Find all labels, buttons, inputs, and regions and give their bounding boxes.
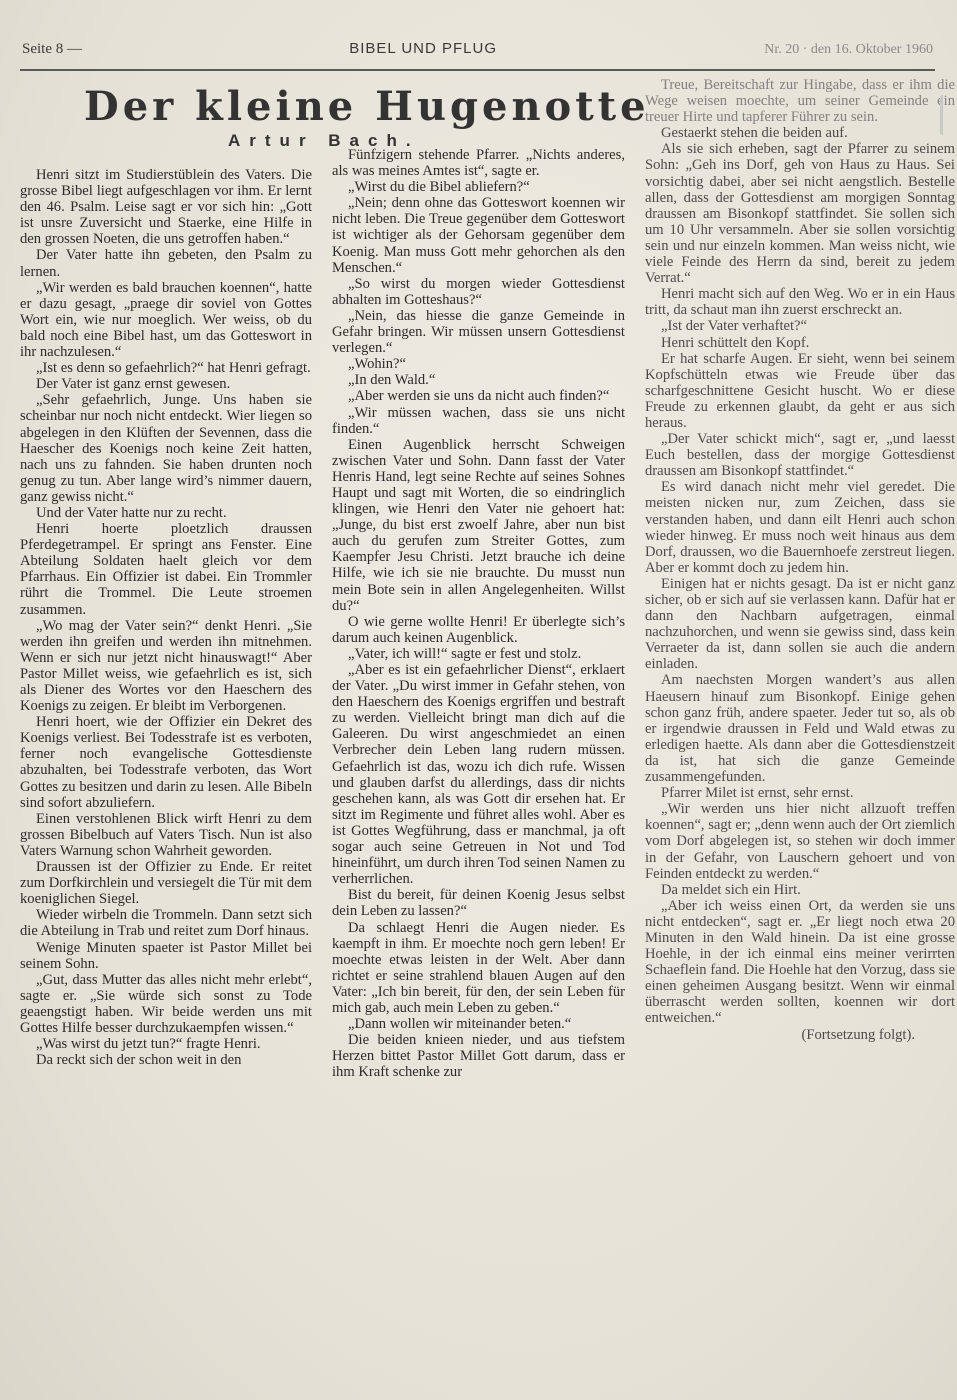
newspaper-name: BIBEL UND PFLUG [349,40,498,57]
page-header [20,30,935,66]
article-author: Artur Bach. [228,131,420,150]
paragraph: Da meldet sich ein Hirt. [661,881,801,898]
paragraph: Henri sitzt im Studierstüblein des Vaters. Die grosse Bibel liegt aufgeschlagen vor ihm. Er lernt den 46. Psalm. Leise sagt er vor sich hin: „Gott ist unsre Zuversicht und Staerke, eine Hilfe in den grossen Noeten, die uns getroffen haben.“ [20,167,312,248]
column-3-text [645,77,955,1043]
paragraph: Da reckt sich der schon weit in den [36,1052,242,1069]
paragraph: „Aber ich weiss einen Ort, da werden sie uns nicht entdecken“, sagt er. „Er liegt noch etwa 20 Minuten in den Wald hinein. Da ist eine grosse Hoehle, in der ich einmal eins meiner verirrten Schaeflein fand. Die Hoehle hat den Vorzug, dass sie einen geheimen Ausgang besitzt. Wenn wir einmal überrascht werden sollten, koennen wir dort entweichen.“ [645,897,955,1027]
paragraph: Henri hoert, wie der Offizier ein Dekret des Koenigs verliest. Bei Todesstrafe ist es verboten, ferner noch evangelische Gottesdienste abzuhalten, bei Todesstrafe verboten, das Wort Gottes zu besitzen und darin zu lesen. Alle Bibeln sind sofort abzuliefern. [20,714,312,811]
paragraph: Er hat scharfe Augen. Er sieht, wenn bei seinem Kopfschütteln etwas wie Freude über das scharfgeschnittene Gesicht huscht. Wo er diese Freude zu erkennen glaubt, da geht er aus sich heraus. [645,350,955,431]
paragraph: Bist du bereit, für deinen Koenig Jesus selbst dein Leben zu lassen?“ [332,887,625,920]
paragraph: „Wohin?“ [348,356,406,373]
continuation-note: (Fortsetzung folgt). [801,1026,915,1043]
paragraph: „So wirst du morgen wieder Gottesdienst abhalten im Gotteshaus?“ [332,275,625,308]
paragraph: „Nein, das hiesse die ganze Gemeinde in Gefahr bringen. Wir müssen unsern Gottesdienst verlegen.“ [332,307,625,357]
paragraph: Gestaerkt stehen die beiden auf. [661,125,848,142]
paragraph: „Ist der Vater verhaftet?“ [661,318,807,335]
paragraph: Pfarrer Milet ist ernst, sehr ernst. [661,785,854,802]
paragraph: „Dann wollen wir miteinander beten.“ [348,1016,572,1033]
paragraph: Henri macht sich auf den Weg. Wo er in ein Haus tritt, da schaut man ihn zuerst erschreckt an. [645,286,955,319]
article-title: Der kleine Hugenotte [84,83,650,130]
paragraph: „Gut, dass Mutter das alles nicht mehr erlebt“, sagte er. „Sie würde sich sonst zu Tode geaengstigt haben. Wir beide werden uns mit Gottes Hilfe besser durchzukaempfen wissen.“ [20,971,312,1036]
paragraph: Wenige Minuten spaeter ist Pastor Millet bei seinem Sohn. [20,939,312,972]
paragraph: „Wir werden uns hier nicht allzuoft treffen koennen“, sagt er; „denn wenn auch der Ort ziemlich vom Dorf abgelegen ist, so stehen wir doch immer in der Gefahr, von Lauschern gehoert und von Feinden entdeckt zu werden.“ [645,801,955,882]
paragraph: Der Vater hatte ihn gebeten, den Psalm zu lernen. [20,247,312,280]
paragraph: Da schlaegt Henri die Augen nieder. Es kaempft in ihm. Er moechte noch gern leben! Er moechte etwas leisten in der Welt. Aber dann richtet er seine strahlend blauen Augen auf den Vater: „Ich bin bereit, für den, der sein Leben für mich gab, auch mein Leben zu geben.“ [332,919,625,1016]
paragraph: „Aber werden sie uns da nicht auch finden?“ [348,388,610,405]
paragraph: „In den Wald.“ [348,372,436,389]
paragraph: O wie gerne wollte Henri! Er überlegte sich’s darum auch keinen Augenblick. [332,613,625,646]
column-1-text [20,167,312,1068]
paragraph: „Aber es ist ein gefaehrlicher Dienst“, erklaert der Vater. „Du wirst immer in Gefahr stehen, von den Haeschern des Koenigs ergriffen und bestraft zu werden. Vielleicht bringt man dich auf die Galeeren. Du wirst angeschmiedet an einen Verbrecher dein Leben lang rudern müssen. Gefaehrlich ist das, wozu ich dich rufe. Wissen und glauben darfst du allerdings, dass dir nichts geschehen kann, als was Gott dir ersehen hat. Er sitzt im Regimente und führet alles wohl. Aber es ist Gottes Wegführung, dass er manchmal, ja oft sogar auch seine Getreuen in Not und Tod hineinführt, um durch ihren Tod seinen Namen zu verherrlichen. [332,662,625,888]
paragraph: „Nein; denn ohne das Gotteswort koennen wir nicht leben. Die Treue gegenüber dem Gotteswort ist wichtiger als der Gehorsam gegenüber dem Koenig. Man muss Gott mehr gehorchen als den Menschen.“ [332,195,625,276]
issue-date: Nr. 20 · den 16. Oktober 1960 [764,42,933,57]
paragraph: „Wo mag der Vater sein?“ denkt Henri. „Sie werden ihn greifen und werden ihn mitnehmen. Wenn er sich nur jetzt nicht hinauswagt!“ Aber Pastor Millet weiss, wie gefaehrlich es ist, sich als Diener des Wortes vor den Haeschern des Koenigs zu zeigen. Er bleibt im Verborgenen. [20,617,312,715]
column-2-text [332,147,625,1080]
paragraph: „Was wirst du jetzt tun?“ fragte Henri. [36,1036,261,1053]
column-2 [332,77,625,1080]
paragraph: Einen verstohlenen Blick wirft Henri zu dem grossen Bibelbuch auf Vaters Tisch. Nun ist also Vaters Warnung schon Wahrheit geworden. [20,810,312,859]
paragraph: Als sie sich erheben, sagt der Pfarrer zu seinem Sohn: „Geh ins Dorf, geh von Haus zu Haus. Sei vorsichtig dabei, aber sei nicht aengstlich. Bestelle allen, dass der Gottesdienst am morgigen Sonntag draussen am Bisonkopf stattfindet. Sie sollen sich um 10 Uhr versammeln. Aber sie sollen vorsichtig sein und nur einzeln kommen. Man weiss nicht, wie viele Feinde des Herrn da sind, bereit zu jedem Verrat.“ [645,141,955,287]
paragraph: „Wirst du die Bibel abliefern?“ [348,179,530,196]
paragraph: Fünfzigern stehende Pfarrer. „Nichts anderes, als was meines Amtes ist“, sagte er. [332,147,625,180]
paragraph: „Ist es denn so gefaehrlich?“ hat Henri gefragt. [36,360,311,377]
paragraph: „Sehr gefaehrlich, Junge. Uns haben sie scheinbar nur noch nicht entdeckt. Wier liegen so abgelegen in den Klüften der Sevennen, dass die Haescher des Koenigs noch keine Zeit hatten, nach uns zu fahnden. Sie haben drunten noch genug zu tun. Aber lange wird’s nimmer dauern, ganz gewiss nicht.“ [20,392,312,505]
paragraph: Die beiden knieen nieder, und aus tiefstem Herzen bittet Pastor Millet Gott darum, dass er ihm Kraft schenke zur [332,1032,625,1081]
paragraph: „Wir müssen wachen, dass sie uns nicht finden.“ [332,404,625,437]
paragraph: Es wird danach nicht mehr viel geredet. Die meisten nicken nur, zum Zeichen, dass sie verstanden haben, und dann eilt Henri auch schon wieder hinweg. Er muss noch weit hinaus aus dem Dorf, draussen, wo die Bauernhoefe zerstreut liegen. Aber er kommt doch zu jedem hin. [645,479,955,576]
paragraph: Einen Augenblick herrscht Schweigen zwischen Vater und Sohn. Dann fasst der Vater Henris Hand, legt seine Rechte auf seines Sohnes Haupt und sagt mit Worten, die so eindringlich klingen, wie Henri den Vater nie gehoert hat: „Junge, du bist erst zwoelf Jahre, aber nun bist auch du gerufen zum Streiter Gottes, zum Kaempfer Jesu Christi. Jetzt brauche ich deine Hilfe, wie ich sie nie brauchte. Du musst nun mein Bote sein in allen Angelegenheiten. Willst du?“ [332,436,625,614]
paragraph: „Der Vater schickt mich“, sagt er, „und laesst Euch bestellen, dass der morgige Gottesdienst draussen am Bisonkopf stattfindet.“ [645,431,955,480]
paragraph: Draussen ist der Offizier zu Ende. Er reitet zum Dorfkirchlein und versiegelt die Tür mit dem koeniglichen Siegel. [20,859,312,908]
paragraph: „Vater, ich will!“ sagte er fest und stolz. [348,645,582,662]
header-rule [20,69,935,71]
article-columns [20,77,955,1081]
paragraph: Am naechsten Morgen wandert’s aus allen Haeusern hinauf zum Bisonkopf. Einige gehen schon ganz früh, andere spaeter. Jeder tut so, als ob er irgendwie draussen in Feld und Wald etwas zu erledigen haette. Als dann aber die Gottesdienstzeit da ist, hat sich die ganze Gemeinde zusammengefunden. [645,672,955,786]
page-number: Seite 8 — [22,41,82,57]
paragraph: Der Vater ist ganz ernst gewesen. [36,376,231,393]
edge-mark [940,95,957,135]
paragraph: Einigen hat er nichts gesagt. Da ist er nicht ganz sicher, ob er sich auf sie verlassen kann. Dafür hat er dann den Nachbarn aufgetragen, einmal nachzuhorchen, und wenn sie gewiss sind, dass kein Verraeter da ist, dann sollen sie auch die andern einladen. [645,575,955,673]
paragraph: Henri hoerte ploetzlich draussen Pferdegetrampel. Er springt ans Fenster. Eine Abteilung Soldaten haelt gleich vor dem Pfarrhaus. Ein Offizier ist dabei. Ein Trommler rührt die Trommel. Die Leute stroemen zusammen. [20,521,312,618]
paragraph: „Wir werden es bald brauchen koennen“, hatte er dazu gesagt, „praege dir soviel von Gottes Wort ein, wie nur moeglich. Wer weiss, ob du bald noch eine Bibel hast, um das Gotteswort in ihr nachzulesen.“ [20,279,312,361]
paragraph: Und der Vater hatte nur zu recht. [36,504,227,521]
paragraph: Henri schüttelt den Kopf. [661,334,810,351]
paragraph: Treue, Bereitschaft zur Hingabe, dass er ihm die Wege weisen moechte, um seiner Gemeinde ein treuer Hirte und tapferer Führer zu sein. [645,77,955,126]
paragraph: Wieder wirbeln die Trommeln. Dann setzt sich die Abteilung in Trab und reitet zum Dorf hinaus. [20,907,312,940]
column-3 [645,77,955,1080]
